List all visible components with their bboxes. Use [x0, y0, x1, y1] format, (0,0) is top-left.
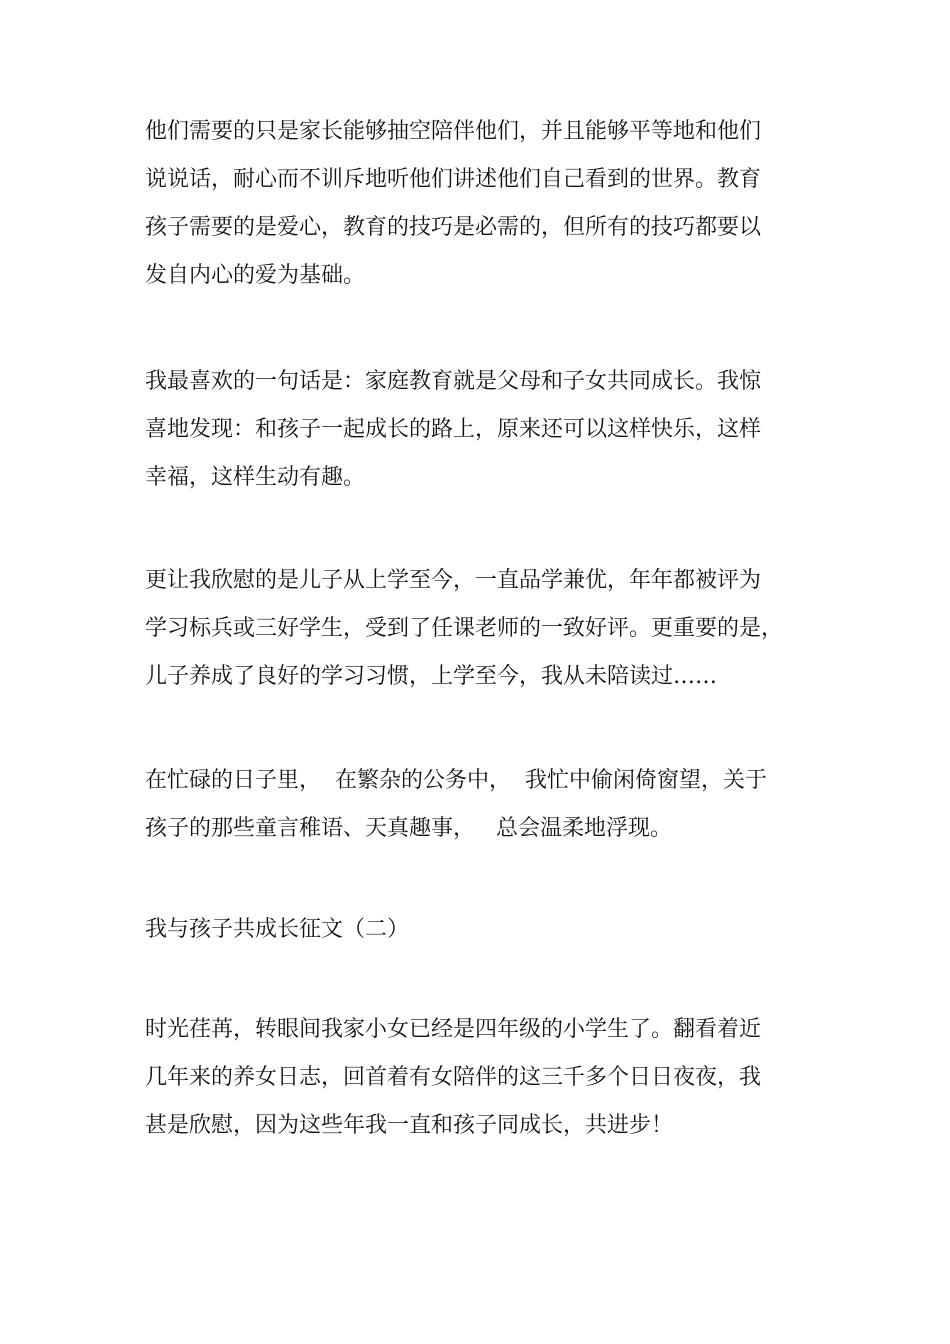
text-line: 孩子的那些童言稚语、天真趣事， 总会温柔地浮现。: [145, 816, 672, 841]
text-line: 儿子养成了良好的学习习惯，上学至今，我从未陪读过……: [145, 664, 718, 689]
text-line: 我与孩子共成长征文（二）: [145, 917, 410, 942]
text-line: 时光荏苒，转眼间我家小女已经是四年级的小学生了。翻看着近: [145, 1017, 762, 1042]
text-line: 孩子需要的是爱心，教育的技巧是必需的，但所有的技巧都要以: [145, 215, 762, 240]
text-line: 说说话，耐心而不训斥地听他们讲述他们自己看到的世界。教育: [145, 167, 762, 192]
text-line: 他们需要的只是家长能够抽空陪伴他们，并且能够平等地和他们: [145, 119, 762, 144]
text-line: 甚是欣慰，因为这些年我一直和孩子同成长，共进步！: [145, 1113, 674, 1138]
paragraph-4: [145, 757, 810, 853]
paragraph-5: [145, 1006, 810, 1150]
section-heading: [145, 906, 810, 954]
text-line: 学习标兵或三好学生，受到了任课老师的一致好评。更重要的是，: [145, 616, 784, 641]
text-line: 幸福，这样生动有趣。: [145, 465, 366, 490]
text-line: 几年来的养女日志，回首着有女陪伴的这三千多个日日夜夜，我: [145, 1065, 762, 1090]
text-line: 喜地发现：和孩子一起成长的路上，原来还可以这样快乐，这样: [145, 417, 762, 442]
text-line: 我最喜欢的一句话是：家庭教育就是父母和子女共同成长。我惊: [145, 369, 762, 394]
paragraph-2: [145, 358, 810, 502]
paragraph-3: [145, 557, 810, 701]
text-line: 发自内心的爱为基础。: [145, 263, 366, 288]
text-line: 更让我欣慰的是儿子从上学至今，一直品学兼优，年年都被评为: [145, 568, 762, 593]
text-line: 在忙碌的日子里， 在繁杂的公务中， 我忙中偷闲倚窗望，关于: [145, 768, 767, 793]
paragraph-1: [145, 108, 810, 300]
